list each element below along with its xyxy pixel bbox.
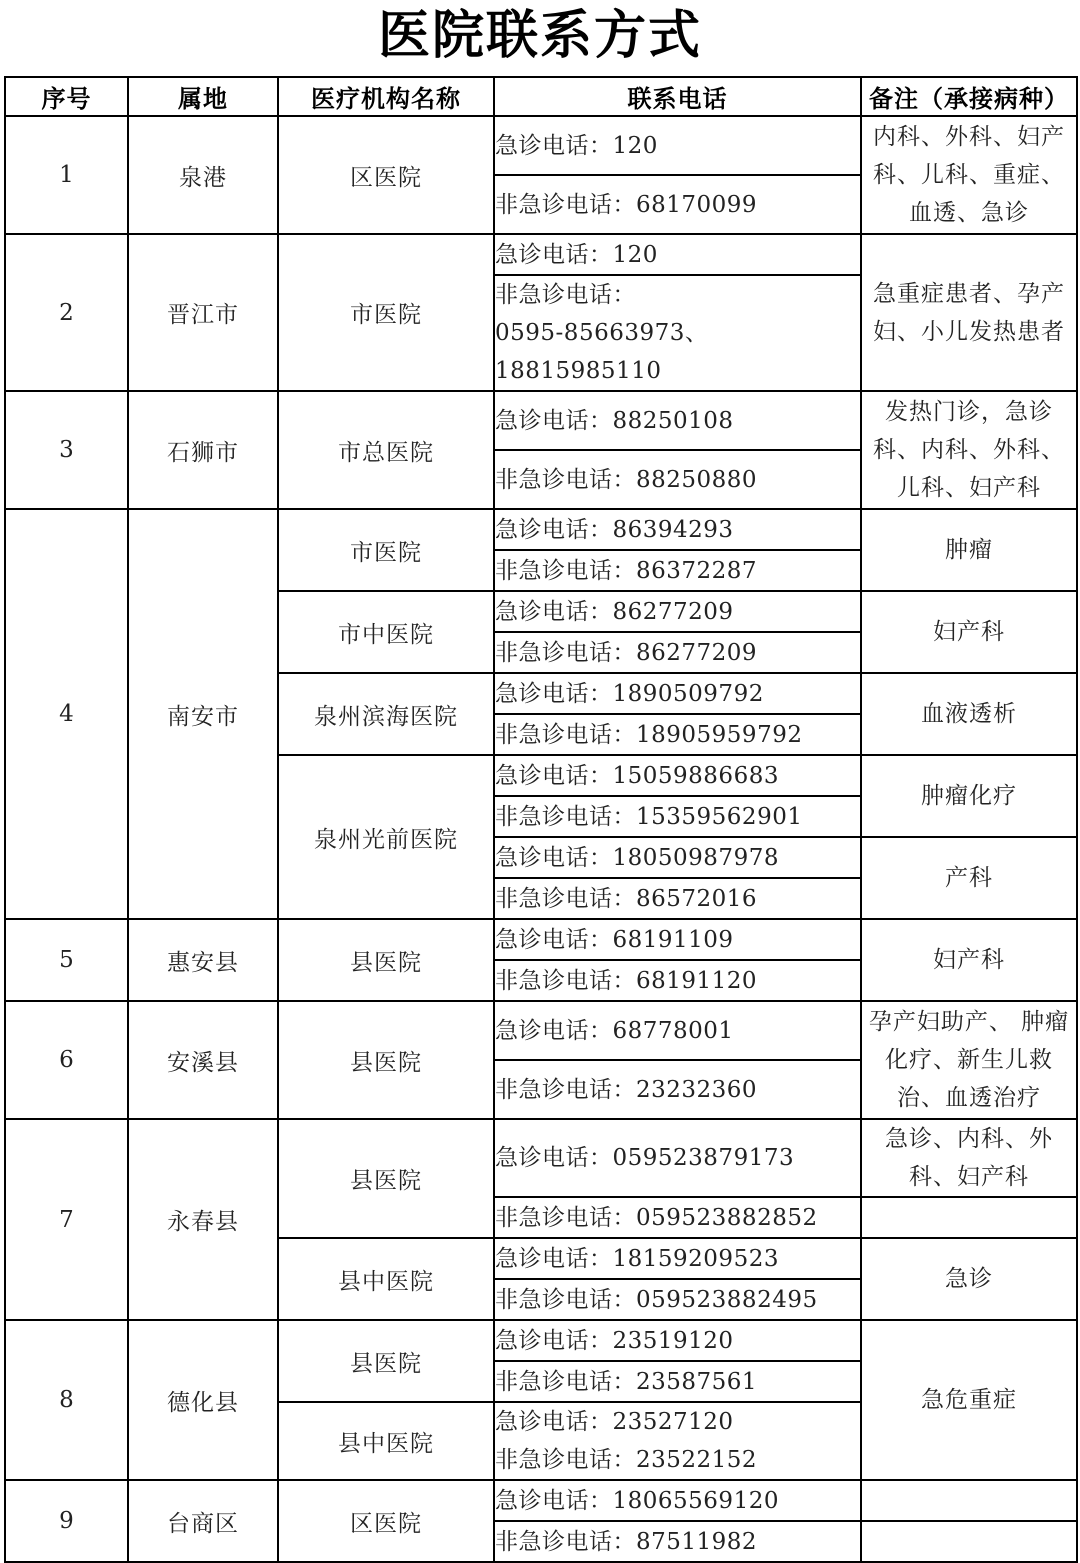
emergency-phone: 86394293 [612,516,734,543]
emergency-phone-cell [494,234,861,275]
notes-cell [861,1480,1077,1521]
non-emergency-phone-cell [494,1197,861,1238]
org-cell: 区医院 [278,116,494,234]
non-emergency-label: 非急诊电话： [495,803,636,830]
header-seq: 序号 [5,77,128,116]
emergency-phone-cell [494,837,861,878]
seq-cell: 8 [5,1320,128,1480]
notes-cell: 急诊、内科、外科、妇产科 [861,1119,1077,1197]
non-emergency-phone-cell [494,960,861,1001]
seq-cell: 2 [5,234,128,391]
non-emergency-label: 非急诊电话： [495,967,636,994]
emergency-label: 急诊电话： [495,516,613,543]
emergency-phone: 23527120 [612,1409,734,1435]
org-cell: 县中医院 [278,1238,494,1320]
contact-table [4,76,1078,1563]
emergency-phone-cell [494,116,861,175]
emergency-phone-cell [494,1320,861,1361]
non-emergency-phone-cell [494,714,861,755]
emergency-phone-cell [494,391,861,450]
emergency-phone: 15059886683 [612,762,779,789]
non-emergency-label: 非急诊电话： [495,557,636,584]
non-emergency-phone: 15359562901 [636,803,803,830]
table-row [5,234,1077,275]
seq-cell: 4 [5,509,128,919]
non-emergency-phone: 0595-85663973、18815985110 [495,320,709,384]
non-emergency-phone: 68170099 [636,191,758,218]
non-emergency-phone: 88250880 [636,466,758,493]
table-row [5,1320,1077,1361]
non-emergency-phone: 86372287 [636,557,758,584]
non-emergency-phone-cell [494,550,861,591]
non-emergency-phone-cell [494,632,861,673]
org-cell: 县医院 [278,1320,494,1402]
notes-cell: 妇产科 [861,591,1077,673]
non-emergency-phone-cell [494,450,861,509]
emergency-phone: 1890509792 [612,680,764,707]
emergency-label: 急诊电话： [495,1327,613,1354]
non-emergency-phone: 23587561 [636,1368,758,1395]
non-emergency-phone: 68191120 [636,967,758,994]
notes-cell [861,1521,1077,1562]
notes-cell: 血液透析 [861,673,1077,755]
notes-cell: 急诊 [861,1238,1077,1320]
notes-cell [861,1197,1077,1238]
non-emergency-phone-cell [494,1521,861,1562]
emergency-label: 急诊电话： [495,1017,613,1044]
emergency-phone: 18050987978 [612,844,779,871]
non-emergency-line [495,1441,860,1479]
non-emergency-phone-cell [494,878,861,919]
area-cell: 泉港 [128,116,278,234]
emergency-phone-cell [494,1119,861,1197]
seq-cell: 1 [5,116,128,234]
emergency-label: 急诊电话： [495,407,613,434]
non-emergency-phone: 23232360 [636,1076,758,1103]
emergency-label: 急诊电话： [495,762,613,789]
emergency-phone: 23519120 [612,1327,734,1354]
notes-cell: 妇产科 [861,919,1077,1001]
emergency-label: 急诊电话： [495,598,613,625]
emergency-phone: 120 [612,132,658,159]
non-emergency-phone-cell [494,1361,861,1402]
non-emergency-label: 非急诊电话： [495,1368,636,1395]
table-header-row [5,77,1077,116]
non-emergency-label: 非急诊电话： [495,885,636,912]
area-cell: 晋江市 [128,234,278,391]
notes-cell: 急重症患者、孕产妇、小儿发热患者 [861,234,1077,391]
emergency-line [495,1403,860,1441]
table-row [5,391,1077,450]
org-cell: 县中医院 [278,1402,494,1480]
non-emergency-label: 非急诊电话： [495,1286,636,1313]
area-cell: 惠安县 [128,919,278,1001]
org-cell: 泉州滨海医院 [278,673,494,755]
org-cell: 市医院 [278,234,494,391]
emergency-label: 急诊电话： [495,1145,613,1171]
table-row [5,509,1077,550]
org-cell: 区医院 [278,1480,494,1562]
emergency-label: 急诊电话： [495,1409,613,1435]
emergency-phone: 68778001 [612,1017,734,1044]
notes-cell: 肿瘤 [861,509,1077,591]
non-emergency-phone-cell [494,1279,861,1320]
header-org: 医疗机构名称 [278,77,494,116]
non-emergency-phone-cell [494,275,861,391]
emergency-label: 急诊电话： [495,132,613,159]
emergency-phone: 059523879173 [612,1145,795,1171]
org-cell: 泉州光前医院 [278,755,494,919]
emergency-phone-cell [494,673,861,714]
header-phone: 联系电话 [494,77,861,116]
emergency-phone: 18065569120 [612,1487,779,1514]
table-row [5,116,1077,175]
seq-cell: 5 [5,919,128,1001]
page-title: 医院联系方式 [377,6,702,66]
emergency-label: 急诊电话： [495,241,613,268]
org-cell: 县医院 [278,1119,494,1238]
non-emergency-phone: 059523882852 [636,1204,818,1231]
non-emergency-phone: 86572016 [636,885,758,912]
non-emergency-phone: 059523882495 [636,1286,818,1313]
table-row [5,1119,1077,1197]
notes-cell: 发热门诊，急诊科、内科、外科、儿科、妇产科 [861,391,1077,509]
header-area: 属地 [128,77,278,116]
non-emergency-label: 非急诊电话： [495,721,636,748]
emergency-phone: 68191109 [612,926,734,953]
area-cell: 永春县 [128,1119,278,1320]
non-emergency-phone-cell [494,796,861,837]
non-emergency-label: 非急诊电话： [495,1447,636,1473]
notes-cell: 产科 [861,837,1077,919]
non-emergency-label: 非急诊电话： [495,191,636,218]
non-emergency-phone: 86277209 [636,639,758,666]
area-cell: 南安市 [128,509,278,919]
emergency-phone-cell [494,1480,861,1521]
emergency-phone: 18159209523 [612,1245,779,1272]
notes-cell: 肿瘤化疗 [861,755,1077,837]
org-cell: 县医院 [278,1001,494,1119]
non-emergency-label: 非急诊电话： [495,1528,636,1555]
area-cell: 台商区 [128,1480,278,1562]
table-row [5,1480,1077,1521]
emergency-phone-cell [494,509,861,550]
seq-cell: 7 [5,1119,128,1320]
emergency-phone-cell [494,591,861,632]
emergency-phone-cell [494,1001,861,1060]
area-cell: 德化县 [128,1320,278,1480]
emergency-label: 急诊电话： [495,1245,613,1272]
emergency-phone: 86277209 [612,598,734,625]
org-cell: 市总医院 [278,391,494,509]
seq-cell: 9 [5,1480,128,1562]
emergency-phone: 88250108 [612,407,734,434]
non-emergency-phone-cell [494,175,861,234]
emergency-label: 急诊电话： [495,926,613,953]
seq-cell: 6 [5,1001,128,1119]
notes-cell: 急危重症 [861,1320,1077,1480]
emergency-phone-cell [494,919,861,960]
table-row [5,919,1077,960]
emergency-label: 急诊电话： [495,1487,613,1514]
seq-cell: 3 [5,391,128,509]
non-emergency-phone: 18905959792 [636,721,803,748]
non-emergency-label: 非急诊电话： [495,1204,636,1231]
org-cell: 市中医院 [278,591,494,673]
area-cell: 安溪县 [128,1001,278,1119]
emergency-phone-cell [494,1238,861,1279]
non-emergency-label: 非急诊电话： [495,282,636,308]
emergency-label: 急诊电话： [495,844,613,871]
non-emergency-label: 非急诊电话： [495,639,636,666]
org-cell: 市医院 [278,509,494,591]
area-cell: 石狮市 [128,391,278,509]
non-emergency-phone: 23522152 [636,1447,758,1473]
non-emergency-label: 非急诊电话： [495,466,636,493]
non-emergency-label: 非急诊电话： [495,1076,636,1103]
header-notes: 备注（承接病种） [861,77,1077,116]
non-emergency-phone-cell [494,1060,861,1119]
phone-cell [494,1402,861,1480]
emergency-phone-cell [494,755,861,796]
emergency-phone: 120 [612,241,658,268]
org-cell: 县医院 [278,919,494,1001]
non-emergency-phone: 87511982 [636,1528,758,1555]
table-row [5,1001,1077,1060]
emergency-label: 急诊电话： [495,680,613,707]
notes-cell: 内科、外科、妇产科、儿科、重症、血透、急诊 [861,116,1077,234]
notes-cell: 孕产妇助产、 肿瘤化疗、新生儿救治、血透治疗 [861,1001,1077,1119]
